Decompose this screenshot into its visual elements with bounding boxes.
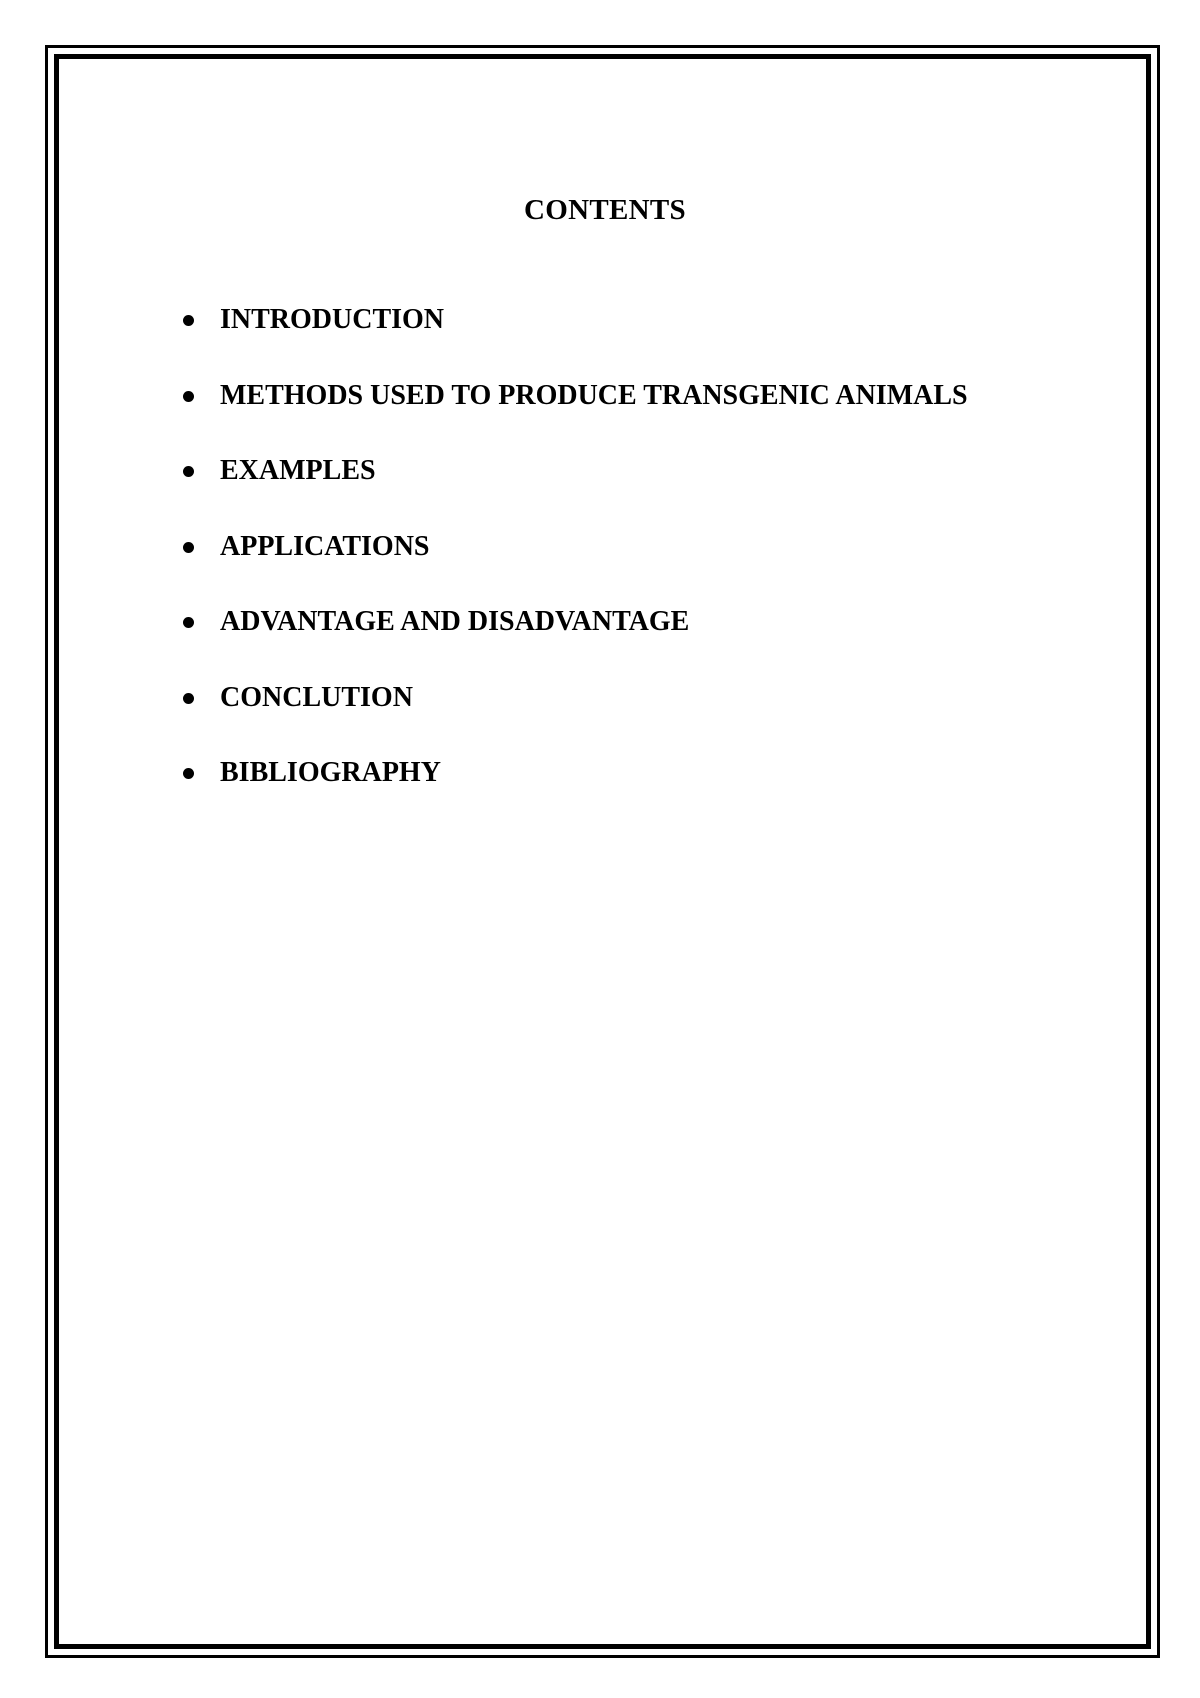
bullet-icon xyxy=(183,617,194,628)
contents-item-label: APPLICATIONS xyxy=(220,530,430,562)
page-title: CONTENTS xyxy=(524,194,686,226)
page-border-inner xyxy=(54,54,1151,1649)
bullet-icon xyxy=(183,542,194,553)
contents-item-label: CONCLUTION xyxy=(220,681,413,713)
bullet-icon xyxy=(183,466,194,477)
contents-item-label: INTRODUCTION xyxy=(220,304,445,335)
bullet-icon xyxy=(183,693,194,704)
contents-item-label: ADVANTAGE AND DISADVANTAGE xyxy=(220,606,690,637)
contents-item-label: EXAMPLES xyxy=(220,455,376,486)
contents-item-label: BIBLIOGRAPHY xyxy=(220,757,441,788)
bullet-icon xyxy=(183,768,194,779)
contents-item-label: METHODS USED TO PRODUCE TRANSGENIC ANIMALS xyxy=(220,379,968,411)
bullet-icon xyxy=(183,315,194,326)
bullet-icon xyxy=(183,391,194,402)
